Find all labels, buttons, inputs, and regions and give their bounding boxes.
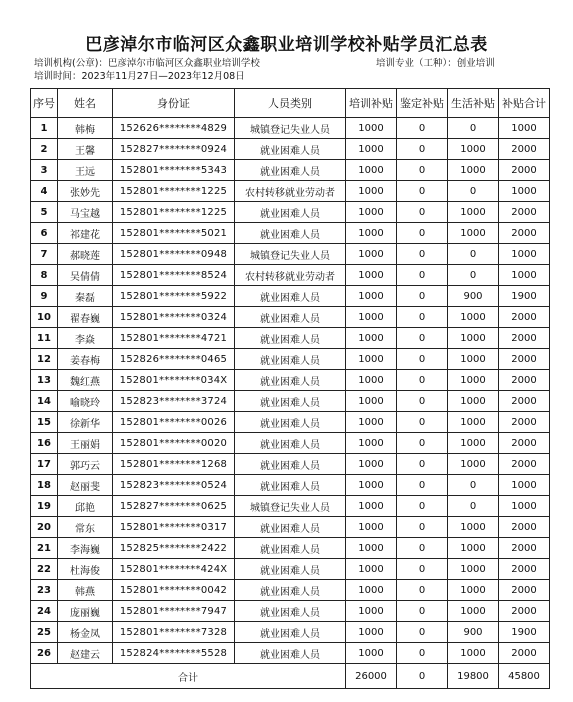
cell-id-number: 152801********424X xyxy=(113,559,235,580)
cell-name: 韩梅 xyxy=(58,118,113,139)
cell-living-subsidy: 0 xyxy=(448,181,499,202)
table-row xyxy=(31,223,550,244)
cell-living-subsidy: 1000 xyxy=(448,580,499,601)
cell-name: 徐新华 xyxy=(58,412,113,433)
cell-category: 城镇登记失业人员 xyxy=(235,244,346,265)
cell-subsidy-total: 1000 xyxy=(499,475,550,496)
cell-id-number: 152801********0020 xyxy=(113,433,235,454)
cell-appraisal-subsidy: 0 xyxy=(397,496,448,517)
cell-subsidy-total: 2000 xyxy=(499,223,550,244)
cell-appraisal-subsidy: 0 xyxy=(397,580,448,601)
cell-id-number: 152801********0026 xyxy=(113,412,235,433)
cell-subsidy-total: 2000 xyxy=(499,643,550,664)
header-category: 人员类别 xyxy=(235,89,346,118)
cell-training-subsidy: 1000 xyxy=(346,307,397,328)
cell-training-subsidy: 1000 xyxy=(346,622,397,643)
total-label: 合计 xyxy=(31,664,346,689)
cell-training-subsidy: 1000 xyxy=(346,223,397,244)
cell-appraisal-subsidy: 0 xyxy=(397,244,448,265)
table-row xyxy=(31,265,550,286)
cell-seq: 26 xyxy=(31,643,58,664)
cell-subsidy-total: 2000 xyxy=(499,559,550,580)
cell-subsidy-total: 2000 xyxy=(499,538,550,559)
cell-name: 魏红燕 xyxy=(58,370,113,391)
cell-appraisal-subsidy: 0 xyxy=(397,349,448,370)
cell-seq: 3 xyxy=(31,160,58,181)
cell-id-number: 152801********7328 xyxy=(113,622,235,643)
cell-category: 就业困难人员 xyxy=(235,286,346,307)
header-subsidy-total: 补贴合计 xyxy=(499,89,550,118)
cell-subsidy-total: 1000 xyxy=(499,265,550,286)
cell-living-subsidy: 1000 xyxy=(448,328,499,349)
cell-training-subsidy: 1000 xyxy=(346,181,397,202)
cell-training-subsidy: 1000 xyxy=(346,202,397,223)
table-row xyxy=(31,118,550,139)
cell-name: 杨金凤 xyxy=(58,622,113,643)
cell-id-number: 152801********5021 xyxy=(113,223,235,244)
cell-training-subsidy: 1000 xyxy=(346,412,397,433)
cell-training-subsidy: 1000 xyxy=(346,475,397,496)
table-row xyxy=(31,559,550,580)
cell-training-subsidy: 1000 xyxy=(346,391,397,412)
cell-subsidy-total: 2000 xyxy=(499,370,550,391)
training-organization: 培训机构(公章)：巴彦淖尔市临河区众鑫职业培训学校 xyxy=(34,58,260,69)
table-row xyxy=(31,601,550,622)
cell-id-number: 152801********1225 xyxy=(113,181,235,202)
cell-subsidy-total: 1000 xyxy=(499,118,550,139)
cell-id-number: 152801********0317 xyxy=(113,517,235,538)
cell-id-number: 152801********1268 xyxy=(113,454,235,475)
cell-name: 姜春梅 xyxy=(58,349,113,370)
cell-name: 韩燕 xyxy=(58,580,113,601)
table-row xyxy=(31,391,550,412)
cell-living-subsidy: 1000 xyxy=(448,601,499,622)
cell-training-subsidy: 1000 xyxy=(346,496,397,517)
total-subsidy-sum: 45800 xyxy=(499,664,550,689)
cell-name: 王远 xyxy=(58,160,113,181)
table-row xyxy=(31,580,550,601)
cell-living-subsidy: 1000 xyxy=(448,202,499,223)
cell-training-subsidy: 1000 xyxy=(346,160,397,181)
cell-seq: 10 xyxy=(31,307,58,328)
table-row xyxy=(31,286,550,307)
cell-appraisal-subsidy: 0 xyxy=(397,643,448,664)
cell-category: 就业困难人员 xyxy=(235,517,346,538)
table-row xyxy=(31,202,550,223)
document-title: 巴彦淖尔市临河区众鑫职业培训学校补贴学员汇总表 xyxy=(85,35,488,55)
cell-seq: 13 xyxy=(31,370,58,391)
cell-seq: 16 xyxy=(31,433,58,454)
cell-subsidy-total: 2000 xyxy=(499,412,550,433)
cell-subsidy-total: 2000 xyxy=(499,307,550,328)
cell-living-subsidy: 1000 xyxy=(448,307,499,328)
cell-subsidy-total: 2000 xyxy=(499,601,550,622)
cell-id-number: 152801********4721 xyxy=(113,328,235,349)
cell-appraisal-subsidy: 0 xyxy=(397,160,448,181)
cell-category: 就业困难人员 xyxy=(235,391,346,412)
cell-category: 就业困难人员 xyxy=(235,349,346,370)
cell-category: 就业困难人员 xyxy=(235,475,346,496)
cell-id-number: 152825********2422 xyxy=(113,538,235,559)
cell-living-subsidy: 0 xyxy=(448,118,499,139)
cell-appraisal-subsidy: 0 xyxy=(397,328,448,349)
cell-training-subsidy: 1000 xyxy=(346,286,397,307)
table-row xyxy=(31,370,550,391)
cell-id-number: 152801********5922 xyxy=(113,286,235,307)
table-row xyxy=(31,307,550,328)
cell-name: 张妙先 xyxy=(58,181,113,202)
cell-subsidy-total: 2000 xyxy=(499,160,550,181)
cell-subsidy-total: 2000 xyxy=(499,328,550,349)
cell-appraisal-subsidy: 0 xyxy=(397,475,448,496)
cell-category: 城镇登记失业人员 xyxy=(235,496,346,517)
cell-seq: 4 xyxy=(31,181,58,202)
cell-subsidy-total: 1000 xyxy=(499,496,550,517)
cell-living-subsidy: 0 xyxy=(448,475,499,496)
table-row xyxy=(31,538,550,559)
cell-subsidy-total: 2000 xyxy=(499,202,550,223)
cell-training-subsidy: 1000 xyxy=(346,601,397,622)
cell-appraisal-subsidy: 0 xyxy=(397,517,448,538)
cell-training-subsidy: 1000 xyxy=(346,433,397,454)
cell-seq: 5 xyxy=(31,202,58,223)
cell-training-subsidy: 1000 xyxy=(346,244,397,265)
cell-name: 常东 xyxy=(58,517,113,538)
cell-subsidy-total: 1900 xyxy=(499,286,550,307)
cell-appraisal-subsidy: 0 xyxy=(397,202,448,223)
cell-subsidy-total: 2000 xyxy=(499,454,550,475)
cell-category: 就业困难人员 xyxy=(235,202,346,223)
cell-appraisal-subsidy: 0 xyxy=(397,223,448,244)
cell-appraisal-subsidy: 0 xyxy=(397,139,448,160)
cell-living-subsidy: 900 xyxy=(448,622,499,643)
cell-seq: 15 xyxy=(31,412,58,433)
cell-seq: 20 xyxy=(31,517,58,538)
cell-seq: 2 xyxy=(31,139,58,160)
cell-category: 就业困难人员 xyxy=(235,412,346,433)
cell-appraisal-subsidy: 0 xyxy=(397,370,448,391)
cell-category: 就业困难人员 xyxy=(235,139,346,160)
cell-training-subsidy: 1000 xyxy=(346,139,397,160)
cell-name: 王丽娟 xyxy=(58,433,113,454)
total-training-subsidy: 26000 xyxy=(346,664,397,689)
cell-living-subsidy: 1000 xyxy=(448,370,499,391)
cell-seq: 22 xyxy=(31,559,58,580)
cell-seq: 18 xyxy=(31,475,58,496)
cell-training-subsidy: 1000 xyxy=(346,454,397,475)
table-row xyxy=(31,181,550,202)
cell-seq: 9 xyxy=(31,286,58,307)
cell-subsidy-total: 2000 xyxy=(499,391,550,412)
cell-living-subsidy: 1000 xyxy=(448,454,499,475)
header-row xyxy=(31,89,550,118)
cell-training-subsidy: 1000 xyxy=(346,118,397,139)
cell-category: 就业困难人员 xyxy=(235,580,346,601)
table-row xyxy=(31,643,550,664)
cell-living-subsidy: 1000 xyxy=(448,517,499,538)
cell-id-number: 152801********0324 xyxy=(113,307,235,328)
cell-living-subsidy: 1000 xyxy=(448,412,499,433)
cell-id-number: 152827********0625 xyxy=(113,496,235,517)
cell-category: 就业困难人员 xyxy=(235,643,346,664)
cell-training-subsidy: 1000 xyxy=(346,538,397,559)
header-appraisal-subsidy: 鉴定补贴 xyxy=(397,89,448,118)
cell-category: 就业困难人员 xyxy=(235,601,346,622)
cell-appraisal-subsidy: 0 xyxy=(397,265,448,286)
table-row xyxy=(31,349,550,370)
cell-seq: 25 xyxy=(31,622,58,643)
cell-category: 就业困难人员 xyxy=(235,307,346,328)
cell-name: 翟春巍 xyxy=(58,307,113,328)
cell-appraisal-subsidy: 0 xyxy=(397,391,448,412)
cell-id-number: 152801********0042 xyxy=(113,580,235,601)
cell-category: 农村转移就业劳动者 xyxy=(235,265,346,286)
table-row xyxy=(31,328,550,349)
cell-subsidy-total: 2000 xyxy=(499,580,550,601)
cell-living-subsidy: 1000 xyxy=(448,223,499,244)
cell-category: 就业困难人员 xyxy=(235,454,346,475)
cell-category: 城镇登记失业人员 xyxy=(235,118,346,139)
training-major: 培训专业（工种）：创业培训 xyxy=(376,58,495,69)
cell-training-subsidy: 1000 xyxy=(346,349,397,370)
cell-appraisal-subsidy: 0 xyxy=(397,286,448,307)
cell-id-number: 152801********8524 xyxy=(113,265,235,286)
cell-appraisal-subsidy: 0 xyxy=(397,118,448,139)
cell-living-subsidy: 1000 xyxy=(448,433,499,454)
cell-name: 李焱 xyxy=(58,328,113,349)
total-appraisal-subsidy: 0 xyxy=(397,664,448,689)
cell-appraisal-subsidy: 0 xyxy=(397,538,448,559)
cell-id-number: 152824********5528 xyxy=(113,643,235,664)
cell-appraisal-subsidy: 0 xyxy=(397,559,448,580)
cell-living-subsidy: 1000 xyxy=(448,559,499,580)
header-name: 姓名 xyxy=(58,89,113,118)
cell-living-subsidy: 0 xyxy=(448,496,499,517)
cell-id-number: 152801********7947 xyxy=(113,601,235,622)
cell-appraisal-subsidy: 0 xyxy=(397,622,448,643)
cell-subsidy-total: 1000 xyxy=(499,244,550,265)
cell-living-subsidy: 1000 xyxy=(448,139,499,160)
cell-name: 秦磊 xyxy=(58,286,113,307)
cell-subsidy-total: 2000 xyxy=(499,433,550,454)
cell-name: 赵建云 xyxy=(58,643,113,664)
total-living-subsidy: 19800 xyxy=(448,664,499,689)
cell-training-subsidy: 1000 xyxy=(346,580,397,601)
cell-id-number: 152801********034X xyxy=(113,370,235,391)
cell-id-number: 152801********0948 xyxy=(113,244,235,265)
cell-name: 郭巧云 xyxy=(58,454,113,475)
table-row xyxy=(31,475,550,496)
cell-category: 就业困难人员 xyxy=(235,370,346,391)
cell-category: 就业困难人员 xyxy=(235,223,346,244)
cell-seq: 19 xyxy=(31,496,58,517)
cell-category: 就业困难人员 xyxy=(235,559,346,580)
cell-living-subsidy: 0 xyxy=(448,265,499,286)
cell-living-subsidy: 900 xyxy=(448,286,499,307)
cell-seq: 21 xyxy=(31,538,58,559)
cell-id-number: 152801********1225 xyxy=(113,202,235,223)
table-row xyxy=(31,244,550,265)
cell-living-subsidy: 0 xyxy=(448,244,499,265)
cell-name: 喻晓玲 xyxy=(58,391,113,412)
cell-training-subsidy: 1000 xyxy=(346,328,397,349)
cell-id-number: 152823********3724 xyxy=(113,391,235,412)
cell-category: 农村转移就业劳动者 xyxy=(235,181,346,202)
cell-seq: 17 xyxy=(31,454,58,475)
cell-living-subsidy: 1000 xyxy=(448,643,499,664)
cell-seq: 23 xyxy=(31,580,58,601)
cell-subsidy-total: 2000 xyxy=(499,517,550,538)
cell-seq: 11 xyxy=(31,328,58,349)
cell-seq: 24 xyxy=(31,601,58,622)
cell-seq: 8 xyxy=(31,265,58,286)
cell-appraisal-subsidy: 0 xyxy=(397,454,448,475)
total-row xyxy=(31,664,550,689)
cell-living-subsidy: 1000 xyxy=(448,391,499,412)
cell-category: 就业困难人员 xyxy=(235,328,346,349)
cell-appraisal-subsidy: 0 xyxy=(397,181,448,202)
cell-subsidy-total: 2000 xyxy=(499,349,550,370)
cell-name: 杜海俊 xyxy=(58,559,113,580)
cell-category: 就业困难人员 xyxy=(235,160,346,181)
cell-training-subsidy: 1000 xyxy=(346,559,397,580)
table-row xyxy=(31,433,550,454)
table-body xyxy=(31,118,550,664)
cell-subsidy-total: 1900 xyxy=(499,622,550,643)
table-row xyxy=(31,139,550,160)
cell-id-number: 152626********4829 xyxy=(113,118,235,139)
table-row xyxy=(31,622,550,643)
cell-name: 邱艳 xyxy=(58,496,113,517)
cell-training-subsidy: 1000 xyxy=(346,643,397,664)
cell-living-subsidy: 1000 xyxy=(448,349,499,370)
cell-living-subsidy: 1000 xyxy=(448,160,499,181)
cell-seq: 1 xyxy=(31,118,58,139)
cell-name: 赵丽斐 xyxy=(58,475,113,496)
cell-training-subsidy: 1000 xyxy=(346,370,397,391)
cell-seq: 12 xyxy=(31,349,58,370)
cell-appraisal-subsidy: 0 xyxy=(397,412,448,433)
cell-name: 庞丽巍 xyxy=(58,601,113,622)
header-id: 身份证 xyxy=(113,89,235,118)
cell-seq: 6 xyxy=(31,223,58,244)
table-row xyxy=(31,454,550,475)
cell-id-number: 152826********0465 xyxy=(113,349,235,370)
cell-appraisal-subsidy: 0 xyxy=(397,307,448,328)
table-row xyxy=(31,160,550,181)
cell-id-number: 152823********0524 xyxy=(113,475,235,496)
header-training-subsidy: 培训补贴 xyxy=(346,89,397,118)
cell-category: 就业困难人员 xyxy=(235,538,346,559)
cell-category: 就业困难人员 xyxy=(235,622,346,643)
cell-name: 吴倩倩 xyxy=(58,265,113,286)
cell-appraisal-subsidy: 0 xyxy=(397,433,448,454)
cell-living-subsidy: 1000 xyxy=(448,538,499,559)
cell-training-subsidy: 1000 xyxy=(346,265,397,286)
cell-subsidy-total: 1000 xyxy=(499,181,550,202)
cell-name: 李海巍 xyxy=(58,538,113,559)
subsidy-table xyxy=(30,88,550,689)
cell-seq: 14 xyxy=(31,391,58,412)
cell-subsidy-total: 2000 xyxy=(499,139,550,160)
cell-appraisal-subsidy: 0 xyxy=(397,601,448,622)
cell-training-subsidy: 1000 xyxy=(346,517,397,538)
cell-id-number: 152827********0924 xyxy=(113,139,235,160)
table-row xyxy=(31,412,550,433)
training-period: 培训时间：2023年11月27日—2023年12月08日 xyxy=(34,71,245,82)
cell-name: 马宝越 xyxy=(58,202,113,223)
table-row xyxy=(31,517,550,538)
cell-seq: 7 xyxy=(31,244,58,265)
cell-name: 王馨 xyxy=(58,139,113,160)
cell-name: 郝晓莲 xyxy=(58,244,113,265)
cell-name: 祁建花 xyxy=(58,223,113,244)
header-seq: 序号 xyxy=(31,89,58,118)
header-living-subsidy: 生活补贴 xyxy=(448,89,499,118)
cell-id-number: 152801********5343 xyxy=(113,160,235,181)
table-row xyxy=(31,496,550,517)
cell-category: 就业困难人员 xyxy=(235,433,346,454)
